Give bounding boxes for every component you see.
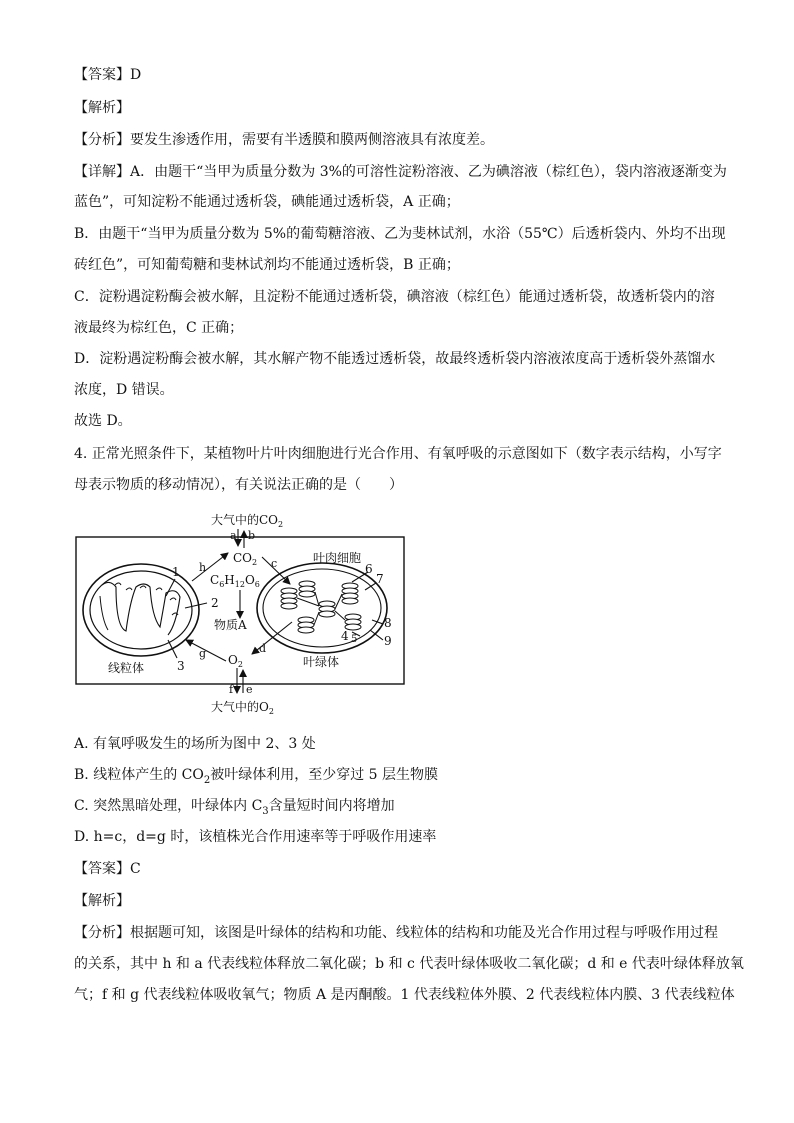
substance-a-label: 物质A bbox=[214, 618, 247, 632]
mesophyll-cell-label: 叶肉细胞 bbox=[313, 551, 362, 565]
analysis-tag-2: 【解析】 bbox=[74, 893, 130, 909]
letter-a: a bbox=[230, 529, 237, 542]
mitochondrion-shape bbox=[83, 564, 199, 656]
analysis-tag: 【解析】 bbox=[74, 100, 130, 116]
option-b: B. 线粒体产生的 $CO_2$被叶绿体利用，至少穿过 5 层生物膜 bbox=[74, 767, 439, 786]
answer-tag: 【答案】 bbox=[74, 67, 130, 83]
number-8: 8 bbox=[384, 616, 392, 630]
letter-g: g bbox=[199, 647, 207, 660]
option-c: C. 突然黑暗处理，叶绿体内 $C_3$含量短时间内将增加 bbox=[74, 798, 395, 817]
xiangjie-line-3: 砖红色”，可知葡萄糖和斐林试剂均不能通过透析袋，B 正确； bbox=[74, 257, 460, 273]
fenxi2-line-2: 气；f 和 g 代表线粒体吸收氧气；物质 A 是丙酮酸。1 代表线粒体外膜、2 代表线粒体内膜、3 代表线粒体 bbox=[74, 987, 735, 1003]
letter-c: c bbox=[271, 557, 278, 570]
number-6: 6 bbox=[365, 562, 373, 576]
question-4-line-1: 母表示物质的移动情况），有关说法正确的是（ ） bbox=[74, 477, 403, 493]
letter-d: d bbox=[259, 642, 267, 655]
xiangjie-line-4: C．淀粉遇淀粉酶会被水解，且淀粉不能通过透析袋，碘溶液（棕红色）能通过透析袋，故透析袋内的溶 bbox=[74, 289, 715, 305]
option-a: A. 有氧呼吸发生的场所为图中 2、3 处 bbox=[74, 736, 316, 752]
number-2: 2 bbox=[211, 596, 219, 610]
xiangjie-line-8: 故选 D。 bbox=[74, 413, 132, 429]
chloroplast-shape bbox=[257, 563, 387, 653]
fenxi2-line-0: 【分析】根据题可知，该图是叶绿体的结构和功能、线粒体的结构和功能及光合作用过程与呼吸作用过程 bbox=[74, 925, 718, 941]
option-d: D. h=c，d=g 时，该植株光合作用速率等于呼吸作用速率 bbox=[74, 829, 437, 845]
xiangjie-line-2: B．由题干“当甲为质量分数为 5%的葡萄糖溶液、乙为斐林试剂，水浴（55℃）后透析袋内、外均不出现 bbox=[74, 226, 726, 242]
xiangjie-line-6: D．淀粉遇淀粉酶会被水解，其水解产物不能透过透析袋，故最终透析袋内溶液浓度高于透析袋外蒸馏水 bbox=[74, 351, 716, 367]
xiangjie-line-7: 浓度，D 错误。 bbox=[74, 382, 174, 398]
atm-co2-label: 大气中的$CO_2$ bbox=[211, 513, 284, 529]
fenxi-tag: 【分析】 bbox=[74, 132, 130, 148]
letter-h: h bbox=[199, 561, 207, 574]
mitochondrion-label: 线粒体 bbox=[108, 661, 145, 675]
answer-tag-2: 【答案】 bbox=[74, 861, 130, 877]
chloroplast-label: 叶绿体 bbox=[303, 655, 340, 669]
number-1: 1 bbox=[172, 565, 180, 579]
xiangjie-line-5: 液最终为棕红色，C 正确； bbox=[74, 320, 244, 336]
letter-b: b bbox=[248, 529, 256, 542]
number-5: 5 bbox=[351, 634, 358, 645]
xiangjie-tag: 【详解】 bbox=[74, 164, 130, 180]
fenxi2-line-1: 的关系，其中 h 和 a 代表线粒体释放二氧化碳；b 和 c 代表叶绿体吸收二氧化碳；d 和 e 代表叶绿体释放氧 bbox=[74, 956, 744, 972]
fenxi-text: 要发生渗透作用，需要有半透膜和膜两侧溶液具有浓度差。 bbox=[130, 132, 494, 148]
number-4: 4 bbox=[341, 629, 349, 643]
question-4-line-0: 4. 正常光照条件下，某植物叶片叶肉细胞进行光合作用、有氧呼吸的示意图如下（数字表示结构，小写字 bbox=[74, 446, 722, 462]
fenxi2-tag: 【分析】 bbox=[74, 925, 130, 941]
atm-o2-label: 大气中的$O_2$ bbox=[211, 700, 274, 716]
number-7: 7 bbox=[376, 572, 384, 586]
co2-label: $CO_2$ bbox=[233, 551, 258, 567]
xiangjie-text: A．由题干“当甲为质量分数为 3%的可溶性淀粉溶液、乙为碘溶液（棕红色），袋内溶液逐渐变为 bbox=[130, 164, 727, 180]
answer-value: D bbox=[130, 67, 142, 83]
answer-value-2: C bbox=[130, 861, 141, 877]
o2-label: $O_2$ bbox=[228, 653, 243, 669]
answer-line-2 bbox=[74, 860, 141, 878]
glucose-label: $C_6H_{12}O_6$ bbox=[210, 573, 260, 589]
letter-e: e bbox=[246, 683, 253, 696]
number-9: 9 bbox=[384, 634, 392, 648]
number-3: 3 bbox=[177, 659, 185, 673]
xiangjie-line-1: 蓝色”，可知淀粉不能通过透析袋，碘能通过透析袋，A 正确； bbox=[74, 194, 460, 210]
letter-f: f bbox=[229, 683, 234, 696]
